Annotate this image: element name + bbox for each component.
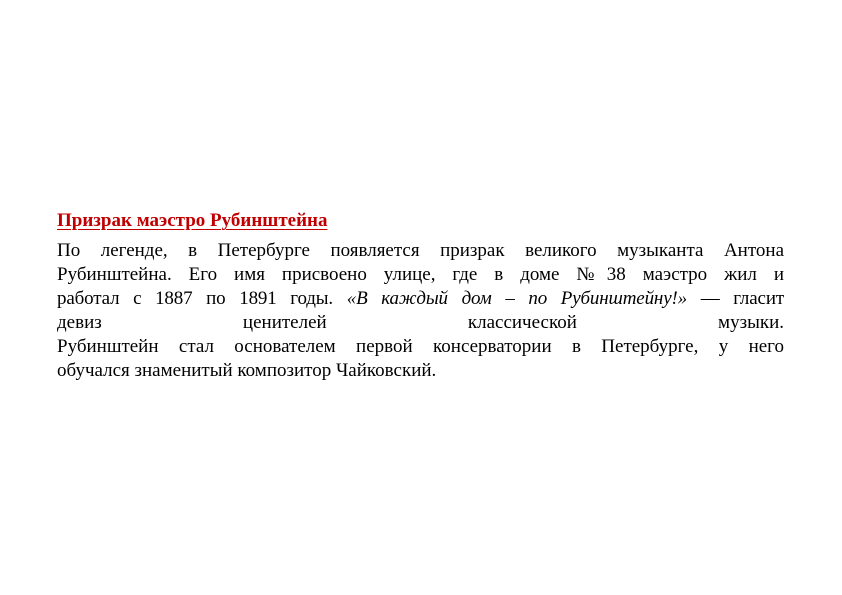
text-line: девиз ценителей классической музыки. [57, 312, 784, 333]
text-line [57, 287, 784, 311]
document-page [57, 207, 784, 383]
text-line: обучался знаменитый композитор Чайковский. [57, 360, 437, 381]
text-segment: работал с 1887 по 1891 годы. [57, 288, 347, 309]
text-segment: — гласит [687, 288, 784, 309]
page-title: Призрак маэстро Рубинштейна [57, 210, 328, 231]
text-line: Рубинштейна. Его имя присвоено улице, где в доме №38 маэстро жил и [57, 264, 784, 285]
text-line: По легенде, в Петербурге появляется призрак великого музыканта Антона [57, 240, 784, 261]
quote-motto: «В каждый дом – по Рубинштейну!» [346, 288, 688, 309]
body-paragraph [57, 239, 784, 383]
text-line: Рубинштейн стал основателем первой консерватории в Петербурге, у него [57, 336, 784, 357]
